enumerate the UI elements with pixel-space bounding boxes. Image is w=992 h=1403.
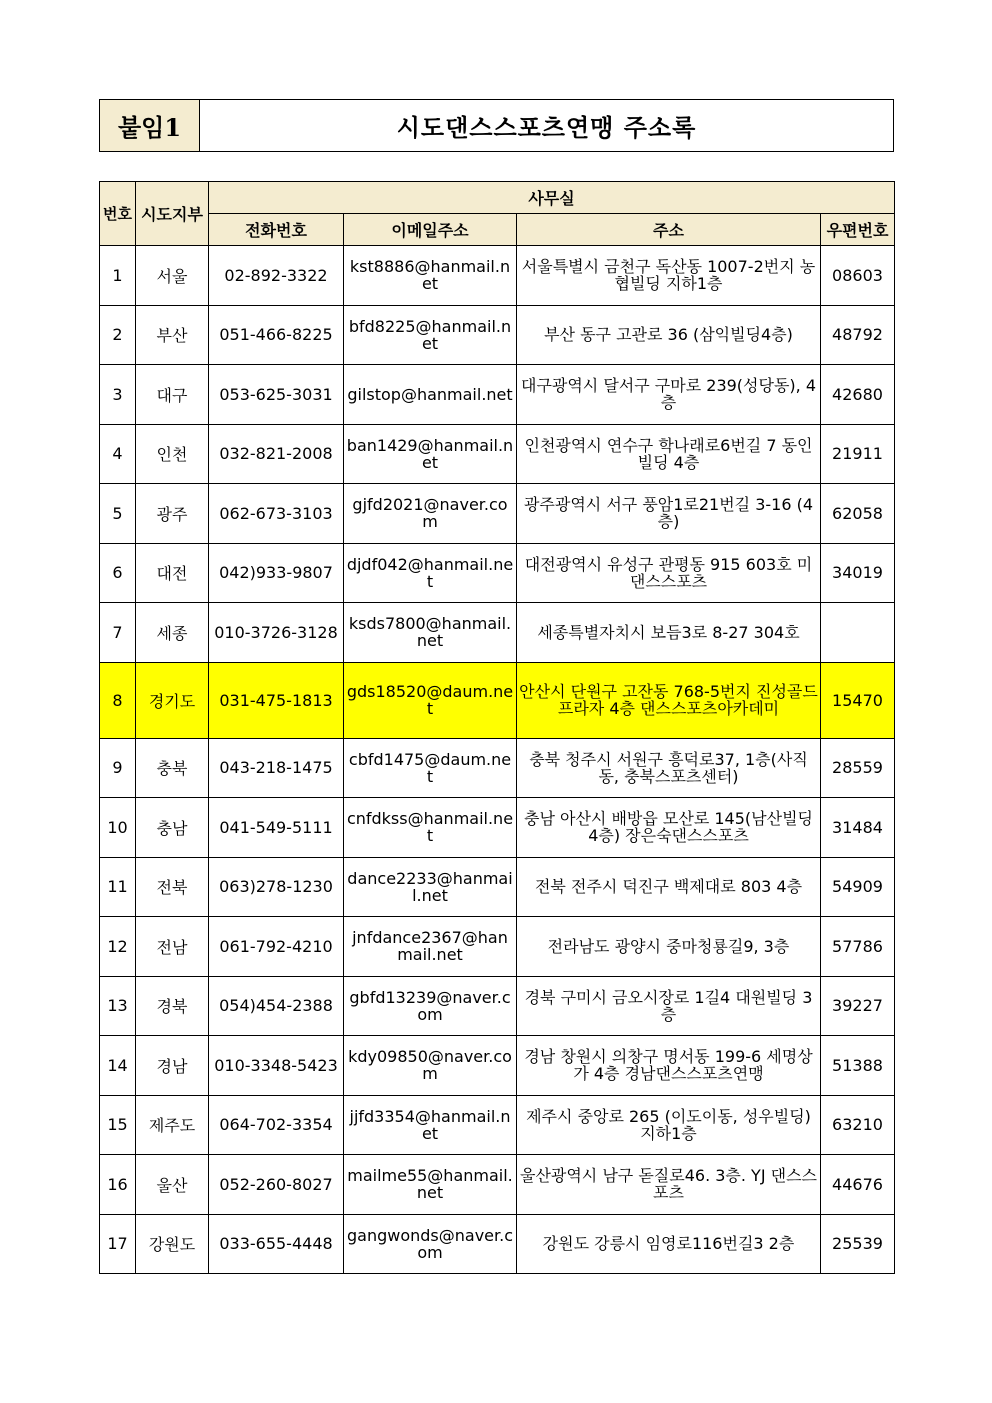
phone-number: 033-655-4448	[209, 1214, 344, 1274]
branch-name: 경남	[136, 1036, 209, 1096]
row-number: 12	[100, 917, 136, 977]
zipcode: 08603	[821, 246, 895, 306]
branch-name: 경북	[136, 976, 209, 1036]
email-address: mailme55@hanmail.net	[344, 1155, 517, 1215]
phone-number: 061-792-4210	[209, 917, 344, 977]
office-address: 경남 창원시 의창구 명서동 199-6 세명상가 4층 경남댄스스포츠연맹	[517, 1036, 821, 1096]
zipcode: 15470	[821, 662, 895, 738]
office-address: 경북 구미시 금오시장로 1길4 대원빌딩 3층	[517, 976, 821, 1036]
phone-number: 062-673-3103	[209, 484, 344, 544]
table-row	[100, 1214, 895, 1274]
table-row	[100, 738, 895, 798]
phone-number: 02-892-3322	[209, 246, 344, 306]
phone-number: 063)278-1230	[209, 857, 344, 917]
office-address: 강원도 강릉시 임영로116번길3 2층	[517, 1214, 821, 1274]
email-address: kst8886@hanmail.net	[344, 246, 517, 306]
email-address: gds18520@daum.net	[344, 662, 517, 738]
column-header-office: 사무실	[209, 182, 895, 214]
phone-number: 064-702-3354	[209, 1095, 344, 1155]
branch-name: 부산	[136, 305, 209, 365]
branch-name: 세종	[136, 603, 209, 663]
branch-name: 대구	[136, 365, 209, 425]
email-address: gjfd2021@naver.com	[344, 484, 517, 544]
branch-name: 서울	[136, 246, 209, 306]
email-address: jnfdance2367@hanmail.net	[344, 917, 517, 977]
table-row	[100, 543, 895, 603]
branch-name: 강원도	[136, 1214, 209, 1274]
email-address: cnfdkss@hanmail.net	[344, 798, 517, 858]
row-number: 14	[100, 1036, 136, 1096]
row-number: 2	[100, 305, 136, 365]
table-body	[100, 246, 895, 1274]
table-row	[100, 1095, 895, 1155]
branch-name: 울산	[136, 1155, 209, 1215]
branch-name: 전남	[136, 917, 209, 977]
email-address: gbfd13239@naver.com	[344, 976, 517, 1036]
table-row	[100, 246, 895, 306]
email-address: gangwonds@naver.com	[344, 1214, 517, 1274]
zipcode: 63210	[821, 1095, 895, 1155]
office-address: 광주광역시 서구 풍암1로21번길 3-16 (4층)	[517, 484, 821, 544]
zipcode: 31484	[821, 798, 895, 858]
phone-number: 054)454-2388	[209, 976, 344, 1036]
phone-number: 053-625-3031	[209, 365, 344, 425]
zipcode: 44676	[821, 1155, 895, 1215]
phone-number: 031-475-1813	[209, 662, 344, 738]
column-header-email: 이메일주소	[344, 214, 517, 246]
email-address: gilstop@hanmail.net	[344, 365, 517, 425]
email-address: djdf042@hanmail.net	[344, 543, 517, 603]
table-row	[100, 603, 895, 663]
table-row	[100, 662, 895, 738]
office-address: 부산 동구 고관로 36 (삼익빌딩4층)	[517, 305, 821, 365]
branch-name: 제주도	[136, 1095, 209, 1155]
row-number: 16	[100, 1155, 136, 1215]
zipcode: 54909	[821, 857, 895, 917]
column-header-zipcode: 우편번호	[821, 214, 895, 246]
office-address: 대구광역시 달서구 구마로 239(성당동), 4층	[517, 365, 821, 425]
zipcode: 51388	[821, 1036, 895, 1096]
zipcode: 21911	[821, 424, 895, 484]
phone-number: 010-3726-3128	[209, 603, 344, 663]
row-number: 17	[100, 1214, 136, 1274]
branch-name: 전북	[136, 857, 209, 917]
table-header-row-2	[100, 214, 895, 246]
table-row	[100, 917, 895, 977]
email-address: ban1429@hanmail.net	[344, 424, 517, 484]
email-address: bfd8225@hanmail.net	[344, 305, 517, 365]
phone-number: 042)933-9807	[209, 543, 344, 603]
column-header-number: 번호	[100, 182, 136, 246]
row-number: 6	[100, 543, 136, 603]
table-row	[100, 1036, 895, 1096]
row-number: 7	[100, 603, 136, 663]
email-address: jjfd3354@hanmail.net	[344, 1095, 517, 1155]
branch-name: 충남	[136, 798, 209, 858]
office-address: 안산시 단원구 고잔동 768-5번지 진성골드프라자 4층 댄스스포츠아카데미	[517, 662, 821, 738]
table-row	[100, 365, 895, 425]
column-header-address: 주소	[517, 214, 821, 246]
branch-name: 대전	[136, 543, 209, 603]
office-address: 전북 전주시 덕진구 백제대로 803 4층	[517, 857, 821, 917]
row-number: 8	[100, 662, 136, 738]
row-number: 15	[100, 1095, 136, 1155]
branch-name: 경기도	[136, 662, 209, 738]
phone-number: 032-821-2008	[209, 424, 344, 484]
phone-number: 010-3348-5423	[209, 1036, 344, 1096]
zipcode: 28559	[821, 738, 895, 798]
document-title: 시도댄스스포츠연맹 주소록	[396, 114, 697, 142]
office-address: 인천광역시 연수구 학나래로6번길 7 동인빌딩 4층	[517, 424, 821, 484]
branch-name: 충북	[136, 738, 209, 798]
zipcode: 34019	[821, 543, 895, 603]
table-row	[100, 1155, 895, 1215]
address-table	[99, 181, 895, 1274]
office-address: 전라남도 광양시 중마청룡길9, 3층	[517, 917, 821, 977]
row-number: 11	[100, 857, 136, 917]
phone-number: 041-549-5111	[209, 798, 344, 858]
zipcode: 25539	[821, 1214, 895, 1274]
table-row	[100, 305, 895, 365]
branch-name: 광주	[136, 484, 209, 544]
row-number: 10	[100, 798, 136, 858]
row-number: 9	[100, 738, 136, 798]
office-address: 서울특별시 금천구 독산동 1007-2번지 농협빌딩 지하1층	[517, 246, 821, 306]
table-row	[100, 976, 895, 1036]
office-address: 울산광역시 남구 돋질로46. 3층. YJ 댄스스포츠	[517, 1155, 821, 1215]
email-address: kdy09850@naver.com	[344, 1036, 517, 1096]
office-address: 세종특별자치시 보듬3로 8-27 304호	[517, 603, 821, 663]
office-address: 대전광역시 유성구 관평동 915 603호 미댄스스포츠	[517, 543, 821, 603]
email-address: dance2233@hanmail.net	[344, 857, 517, 917]
table-row	[100, 857, 895, 917]
table-row	[100, 424, 895, 484]
zipcode: 57786	[821, 917, 895, 977]
row-number: 1	[100, 246, 136, 306]
office-address: 제주시 중앙로 265 (이도이동, 성우빌딩) 지하1층	[517, 1095, 821, 1155]
office-address: 충북 청주시 서원구 흥덕로37, 1층(사직동, 충북스포츠센터)	[517, 738, 821, 798]
table-header-row-1	[100, 182, 895, 214]
row-number: 3	[100, 365, 136, 425]
row-number: 5	[100, 484, 136, 544]
phone-number: 052-260-8027	[209, 1155, 344, 1215]
attachment-label: 붙임1	[100, 100, 200, 151]
zipcode: 48792	[821, 305, 895, 365]
row-number: 4	[100, 424, 136, 484]
column-header-branch: 시도지부	[136, 182, 209, 246]
row-number: 13	[100, 976, 136, 1036]
phone-number: 051-466-8225	[209, 305, 344, 365]
document-title-box	[99, 99, 894, 152]
table-row	[100, 798, 895, 858]
zipcode: 62058	[821, 484, 895, 544]
zipcode: 42680	[821, 365, 895, 425]
zipcode: 39227	[821, 976, 895, 1036]
table-row	[100, 484, 895, 544]
zipcode	[821, 603, 895, 663]
branch-name: 인천	[136, 424, 209, 484]
email-address: ksds7800@hanmail.net	[344, 603, 517, 663]
column-header-phone: 전화번호	[209, 214, 344, 246]
office-address: 충남 아산시 배방읍 모산로 145(남산빌딩 4층) 장은숙댄스스포츠	[517, 798, 821, 858]
phone-number: 043-218-1475	[209, 738, 344, 798]
email-address: cbfd1475@daum.net	[344, 738, 517, 798]
